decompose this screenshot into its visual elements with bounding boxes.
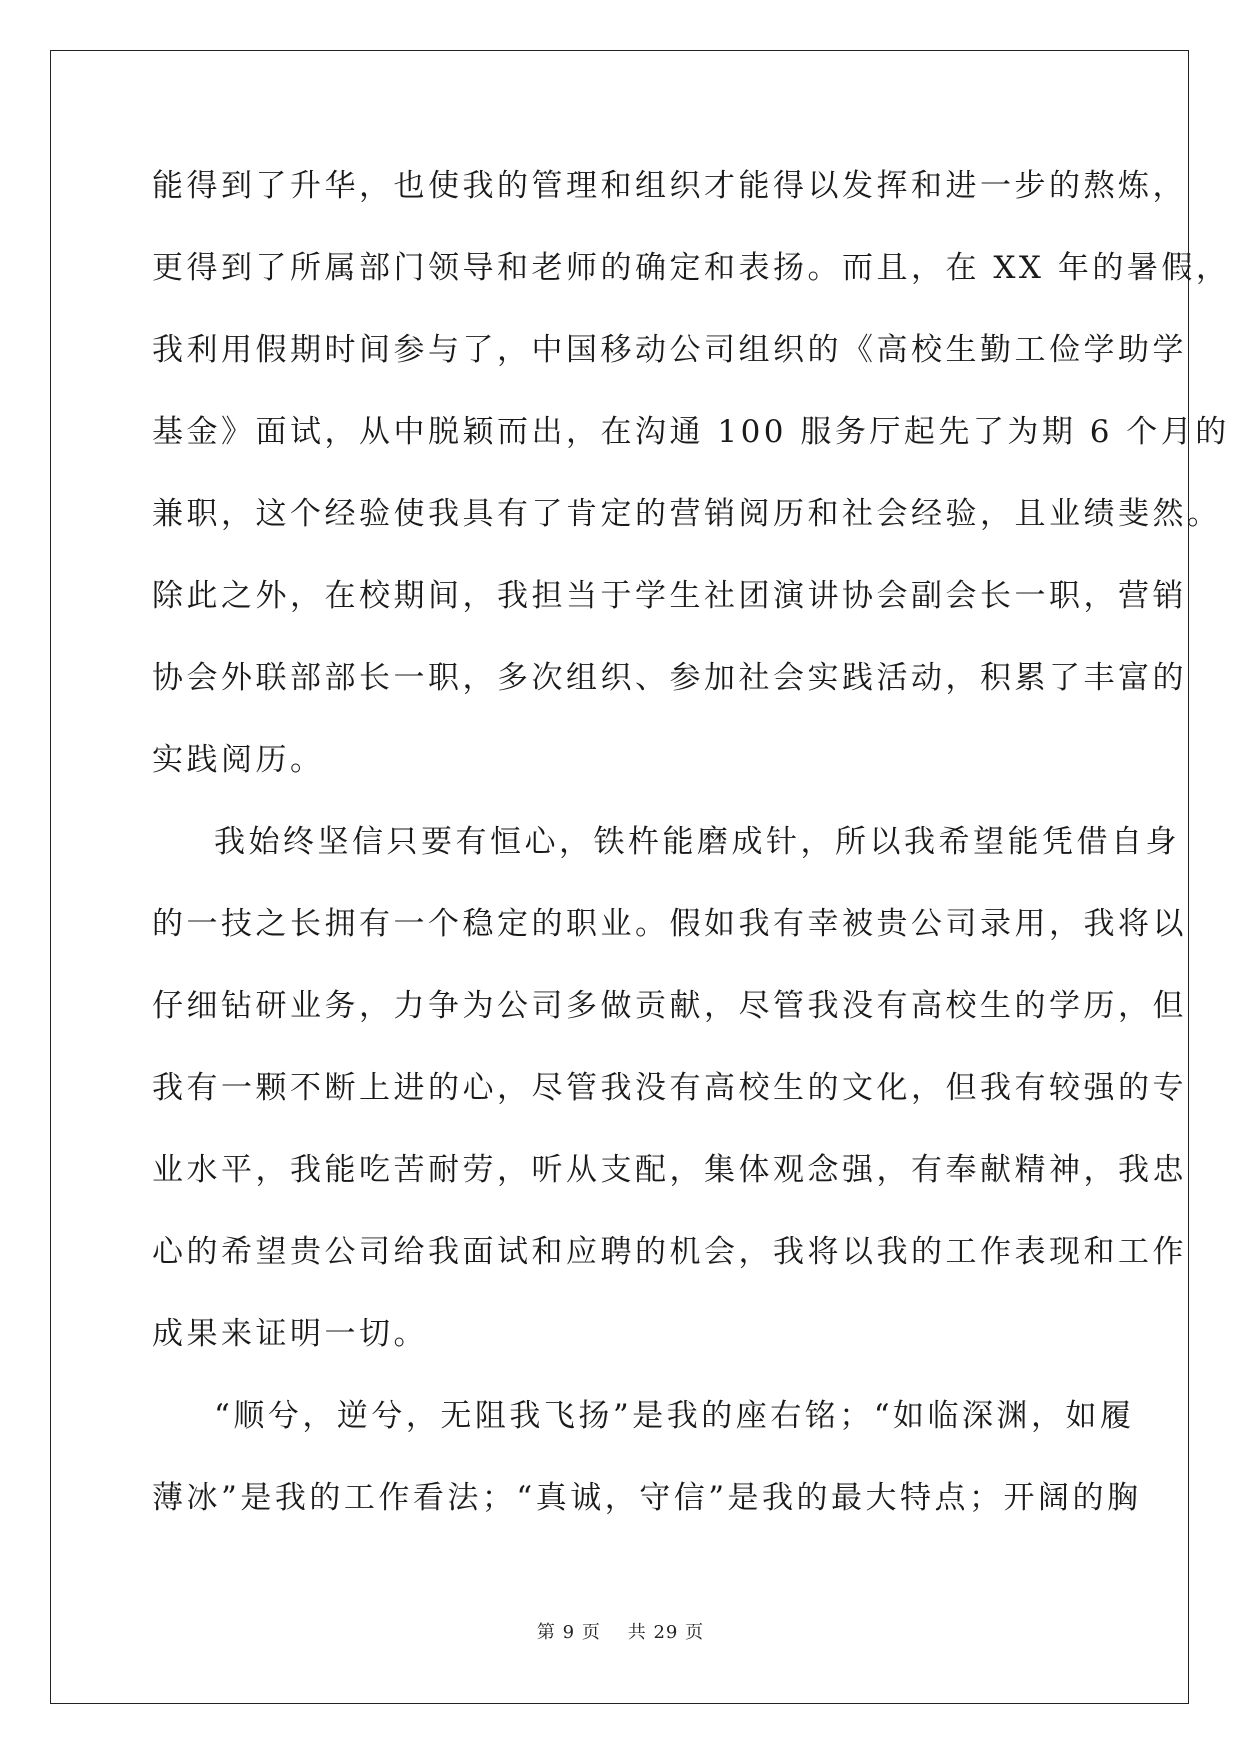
text-line: 薄冰”是我的工作看法；“真诚，守信”是我的最大特点；开阔的胸 (152, 1480, 1142, 1516)
paragraph-start-line: 我始终坚信只要有恒心，铁杵能磨成针，所以我希望能凭借自身 (214, 824, 1180, 860)
text-line: 我利用假期时间参与了，中国移动公司组织的《高校生勤工俭学助学 (152, 332, 1187, 368)
document-body (152, 145, 1231, 1539)
text-line: 更得到了所属部门领导和老师的确定和表扬。而且，在 XX 年的暑假， (152, 250, 1231, 286)
text-line: 实践阅历。 (152, 742, 325, 778)
text-line: 仔细钻研业务，力争为公司多做贡献，尽管我没有高校生的学历，但 (152, 988, 1187, 1024)
text-line: 能得到了升华，也使我的管理和组织才能得以发挥和进一步的熬炼， (152, 168, 1187, 204)
text-line: 兼职，这个经验使我具有了肯定的营销阅历和社会经验，且业绩斐然。 (152, 496, 1222, 532)
total-pages: 共 29 页 (627, 1622, 705, 1643)
text-line: 除此之外，在校期间，我担当于学生社团演讲协会副会长一职，营销 (152, 578, 1187, 614)
text-line: 的一技之长拥有一个稳定的职业。假如我有幸被贵公司录用，我将以 (152, 906, 1187, 942)
page-footer (0, 1618, 1241, 1644)
text-line: 成果来证明一切。 (152, 1316, 428, 1352)
text-line: 基金》面试，从中脱颖而出，在沟通 100 服务厅起先了为期 6 个月的 (152, 414, 1230, 450)
text-line: 心的希望贵公司给我面试和应聘的机会，我将以我的工作表现和工作 (152, 1234, 1187, 1270)
text-line: 协会外联部部长一职，多次组织、参加社会实践活动，积累了丰富的 (152, 660, 1187, 696)
page-number: 第 9 页 (536, 1622, 601, 1643)
text-line: 我有一颗不断上进的心，尽管我没有高校生的文化，但我有较强的专 (152, 1070, 1187, 1106)
paragraph-start-line: “顺兮，逆兮，无阻我飞扬”是我的座右铭；“如临深渊，如履 (214, 1398, 1135, 1434)
text-line: 业水平，我能吃苦耐劳，听从支配，集体观念强，有奉献精神，我忠 (152, 1152, 1187, 1188)
